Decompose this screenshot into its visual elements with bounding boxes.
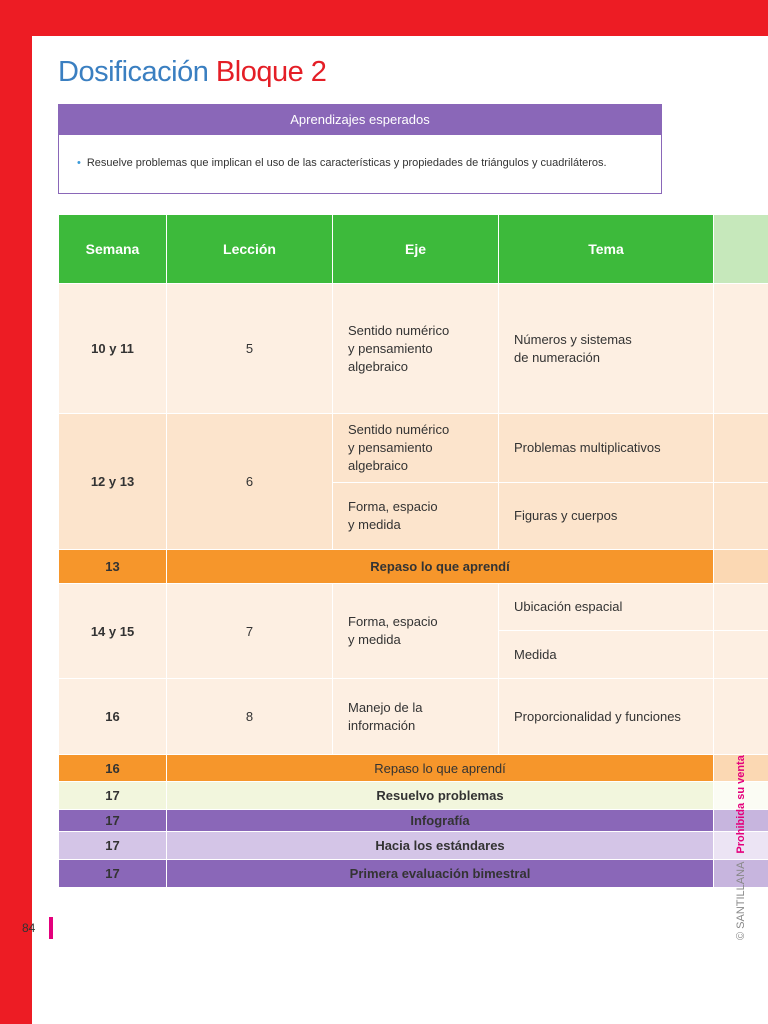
table-row bbox=[59, 284, 768, 414]
cell-extra bbox=[714, 584, 768, 631]
cell-tema: Medida bbox=[499, 631, 714, 679]
table-row bbox=[59, 832, 768, 860]
header-leccion: Lección bbox=[167, 215, 333, 284]
page-title bbox=[58, 56, 326, 89]
cell-extra bbox=[714, 679, 768, 755]
cell-semana: 17 bbox=[59, 860, 167, 888]
cell-extra bbox=[714, 483, 768, 550]
dosificacion-table bbox=[58, 214, 768, 888]
header-eje: Eje bbox=[333, 215, 499, 284]
publisher-label: © SANTILLANA bbox=[735, 861, 747, 940]
cell-resuelvo: Resuelvo problemas bbox=[167, 782, 714, 810]
cell-leccion: 7 bbox=[167, 584, 333, 679]
table-row bbox=[59, 810, 768, 832]
table-row bbox=[59, 414, 768, 483]
table-row bbox=[59, 755, 768, 782]
cell-extra bbox=[714, 631, 768, 679]
cell-tema: Problemas multiplicativos bbox=[499, 414, 714, 483]
cell-tema: Figuras y cuerpos bbox=[499, 483, 714, 550]
cell-infografia: Infografía bbox=[167, 810, 714, 832]
cell-extra bbox=[714, 414, 768, 483]
bullet-icon: • bbox=[77, 157, 81, 169]
cell-extra bbox=[714, 550, 768, 584]
table-row bbox=[59, 550, 768, 584]
header-semana: Semana bbox=[59, 215, 167, 284]
aprendizajes-box bbox=[58, 104, 662, 194]
cell-repaso: Repaso lo que aprendí bbox=[167, 755, 714, 782]
cell-tema: Proporcionalidad y funciones bbox=[499, 679, 714, 755]
cell-semana: 16 bbox=[59, 679, 167, 755]
cell-evaluacion: Primera evaluación bimestral bbox=[167, 860, 714, 888]
header-tema: Tema bbox=[499, 215, 714, 284]
cell-semana: 13 bbox=[59, 550, 167, 584]
notice-label: Prohibida su venta bbox=[735, 755, 747, 854]
cell-semana: 17 bbox=[59, 810, 167, 832]
cell-tema: Números y sistemas de numeración bbox=[499, 284, 714, 414]
cell-semana: 12 y 13 bbox=[59, 414, 167, 550]
table-row bbox=[59, 584, 768, 631]
page-marker bbox=[49, 917, 53, 939]
cell-tema: Ubicación espacial bbox=[499, 584, 714, 631]
cell-eje: Sentido numérico y pensamiento algebraico bbox=[333, 284, 499, 414]
cell-eje: Forma, espacio y medida bbox=[333, 584, 499, 679]
cell-semana: 10 y 11 bbox=[59, 284, 167, 414]
cell-eje: Sentido numérico y pensamiento algebraico bbox=[333, 414, 499, 483]
table-row bbox=[59, 782, 768, 810]
cell-semana: 17 bbox=[59, 832, 167, 860]
cell-repaso: Repaso lo que aprendí bbox=[167, 550, 714, 584]
cell-estandares: Hacia los estándares bbox=[167, 832, 714, 860]
cell-leccion: 5 bbox=[167, 284, 333, 414]
table-row bbox=[59, 860, 768, 888]
cell-semana: 16 bbox=[59, 755, 167, 782]
aprendizajes-item bbox=[59, 135, 661, 169]
aprendizajes-header: Aprendizajes esperados bbox=[59, 105, 661, 135]
cell-semana: 14 y 15 bbox=[59, 584, 167, 679]
title-part1: Dosificación bbox=[58, 56, 209, 88]
table-row bbox=[59, 679, 768, 755]
page-number: 84 bbox=[22, 921, 36, 935]
aprendizajes-text: Resuelve problemas que implican el uso de las características y propiedades de triángulos y cuadriláteros. bbox=[86, 157, 607, 169]
cell-eje: Manejo de la información bbox=[333, 679, 499, 755]
cell-extra bbox=[714, 284, 768, 414]
side-notice bbox=[735, 755, 747, 940]
title-part2: Bloque 2 bbox=[215, 56, 327, 88]
cell-leccion: 6 bbox=[167, 414, 333, 550]
header-extra bbox=[714, 215, 768, 284]
cell-semana: 17 bbox=[59, 782, 167, 810]
cell-eje: Forma, espacio y medida bbox=[333, 483, 499, 550]
cell-leccion: 8 bbox=[167, 679, 333, 755]
